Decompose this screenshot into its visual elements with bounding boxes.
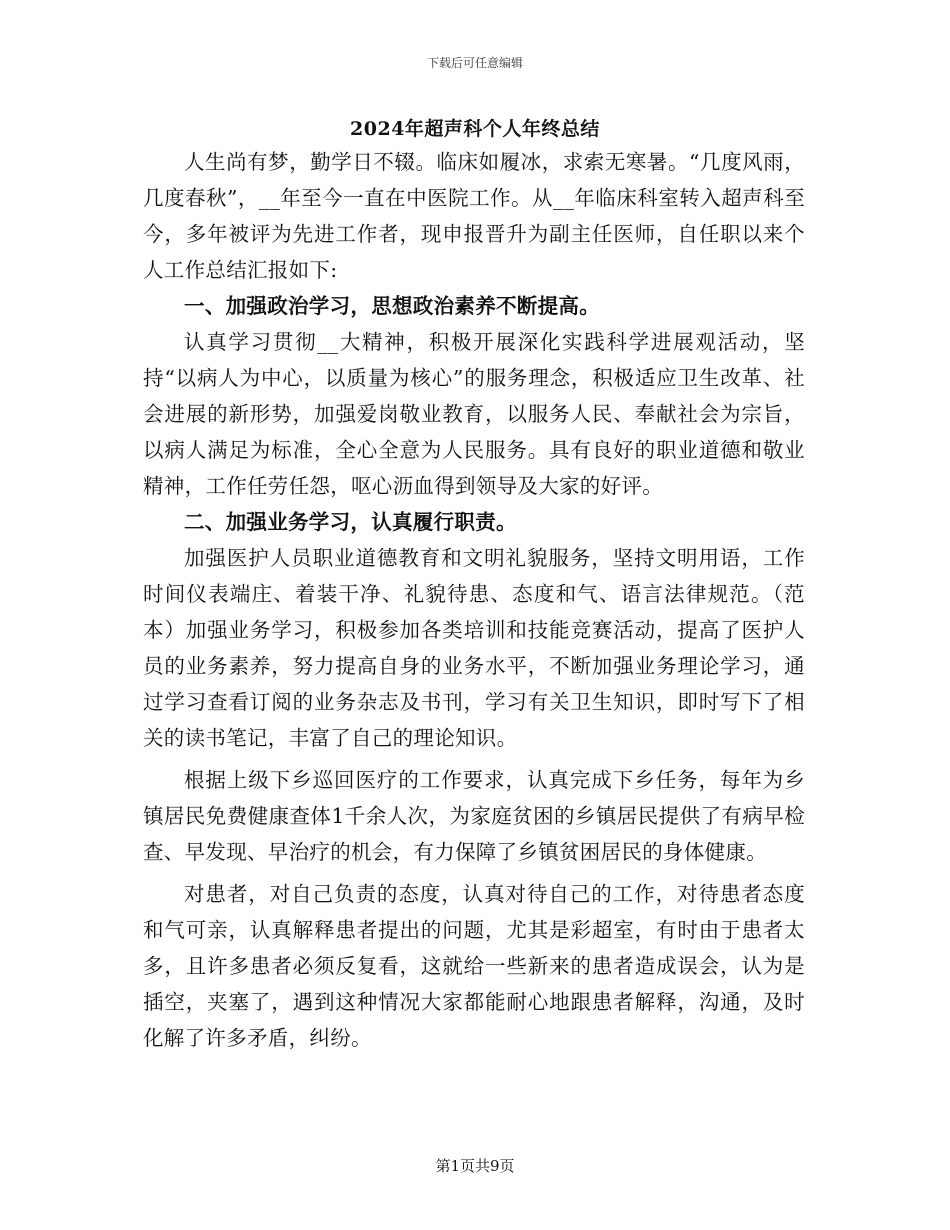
document-title: 2024年超声科个人年终总结 (350, 118, 600, 140)
paragraph-rural-medical-tour: 根据上级下乡巡回医疗的工作要求，认真完成下乡任务，每年为乡镇居民免费健康查体1千余人次，为家庭贫困的乡镇居民提供了有病早检查、早发现、早治疗的机会，有力保障了乡镇贫困居民的身体健康。 (143, 768, 805, 864)
paragraph-political-study: 认真学习贯彻__大精神，积极开展深化实践科学进展观活动，坚持“以病人为中心，以质量为核心”的服务理念，积极适应卫生改革、社会进展的新形势，加强爱岗敬业教育，以服务人民、奉献社会为宗旨，以病人满足为标准，全心全意为人民服务。具有良好的职业道德和敬业精神，工作任劳任怨，呕心沥血得到领导及大家的好评。 (143, 330, 805, 498)
page-number: 第1页共9页 (435, 1157, 515, 1175)
section-heading-1: 一、加强政治学习，思想政治素养不断提高。 (184, 294, 600, 318)
document-body (143, 144, 805, 1056)
paragraph-professional-study: 加强医护人员职业道德教育和文明礼貌服务，坚持文明用语，工作时间仪表端庄、着装干净、礼貌待患、态度和气、语言法律规范。（范本）加强业务学习，积极参加各类培训和技能竞赛活动，提高了医护人员的业务素养，努力提高自身的业务水平，不断加强业务理论学习，通过学习查看订阅的业务杂志及书刊，学习有关卫生知识，即时写下了相关的读书笔记，丰富了自己的理论知识。 (143, 546, 805, 750)
header-note: 下载后可任意编辑 (426, 56, 523, 70)
section-heading-2: 二、加强业务学习，认真履行职责。 (184, 510, 517, 534)
paragraph-intro: 人生尚有梦，勤学日不辍。临床如履冰，求索无寒暑。“几度风雨，几度春秋”，__年至今一直在中医院工作。从__年临床科室转入超声科至今，多年被评为先进工作者，现申报晋升为副主任医师，自任职以来个人工作总结汇报如下: (143, 150, 805, 282)
paragraph-patient-attitude: 对患者，对自己负责的态度，认真对待自己的工作，对待患者态度和气可亲，认真解释患者提出的问题，尤其是彩超室，有时由于患者太多，且许多患者必须反复看，这就给一些新来的患者造成误会，认为是插空，夹塞了，遇到这种情况大家都能耐心地跟患者解释，沟通，及时化解了许多矛盾，纠纷。 (143, 882, 805, 1050)
